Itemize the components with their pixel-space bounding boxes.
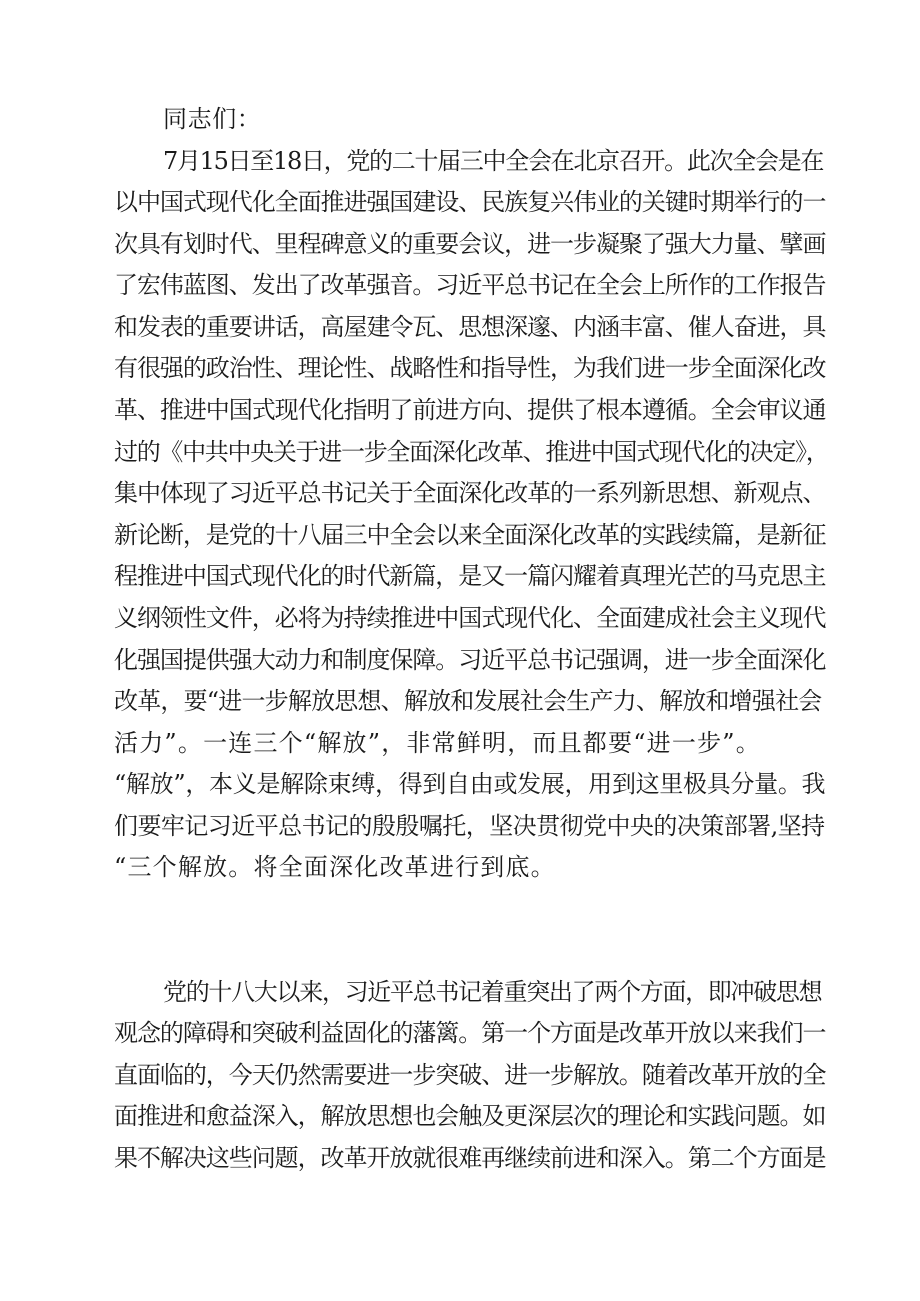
paragraph-line: 程推进中国式现代化的时代新篇，是又一篇闪耀着真理光芒的马克思主 [114,562,826,590]
paragraph-line: 以中国式现代化全面推进强国建设、民族复兴伟业的关键时期举行的一 [114,188,826,216]
paragraph-line: 改革，要“进一步解放思想、解放和发展社会生产力、解放和增强社会 [114,687,822,715]
paragraph-line: 直面临的，今天仍然需要进一步突破、进一步解放。随着改革开放的全 [114,1061,826,1089]
paragraph-line: 们要牢记习近平总书记的殷殷嘱托，坚决贯彻党中央的决策部署,坚持 [114,812,825,840]
paragraph-line: 了宏伟蓝图、发出了改革强音。习近平总书记在全会上所作的工作报告 [114,271,826,299]
paragraph-line: 7月15日至18日，党的二十届三中全会在北京召开。此次全会是在 [163,147,824,175]
paragraph-line: 党的十八大以来，习近平总书记着重突出了两个方面，即冲破思想 [163,978,822,1006]
paragraph-line: 观念的障碍和突破利益固化的藩篱。第一个方面是改革开放以来我们一 [114,1019,826,1047]
paragraph-line: “解放”，本义是解除束缚，得到自由或发展，用到这里极具分量。我 [114,770,826,798]
paragraph-line: 次具有划时代、里程碑意义的重要会议，进一步凝聚了强大力量、擘画 [114,230,826,258]
paragraph-line: 过的《中共中央关于进一步全面深化改革、推进中国式现代化的决定》， [114,438,829,466]
paragraph-line: 新论断，是党的十八届三中全会以来全面深化改革的实践续篇，是新征 [114,521,826,549]
paragraph-line: 和发表的重要讲话，高屋建令瓦、思想深邃、内涵丰富、催人奋进，具 [114,313,826,341]
paragraph-line: “三个解放。将全面深化改革进行到底。 [114,853,556,881]
paragraph-line: 果不解决这些问题，改革开放就很难再继续前进和深入。第二个方面是 [114,1144,826,1172]
salutation: 同志们： [163,105,262,133]
paragraph-line: 有很强的政治性、理论性、战略性和指导性，为我们进一步全面深化改 [114,354,826,382]
paragraph-line: 集中体现了习近平总书记关于全面深化改革的一系列新思想、新观点、 [114,479,826,507]
paragraph-line: 活力”。一连三个“解放”，非常鲜明，而且都要“进一步”。 [114,729,761,757]
paragraph-line: 革、推进中国式现代化指明了前进方向、提供了根本遵循。全会审议通 [114,396,826,424]
paragraph-line: 面推进和愈益深入，解放思想也会触及更深层次的理论和实践问题。如 [114,1102,826,1130]
paragraph-line: 义纲领性文件，必将为持续推进中国式现代化、全面建成社会主义现代 [114,604,826,632]
paragraph-line: 化强国提供强大动力和制度保障。习近平总书记强调，进一步全面深化 [114,646,826,674]
